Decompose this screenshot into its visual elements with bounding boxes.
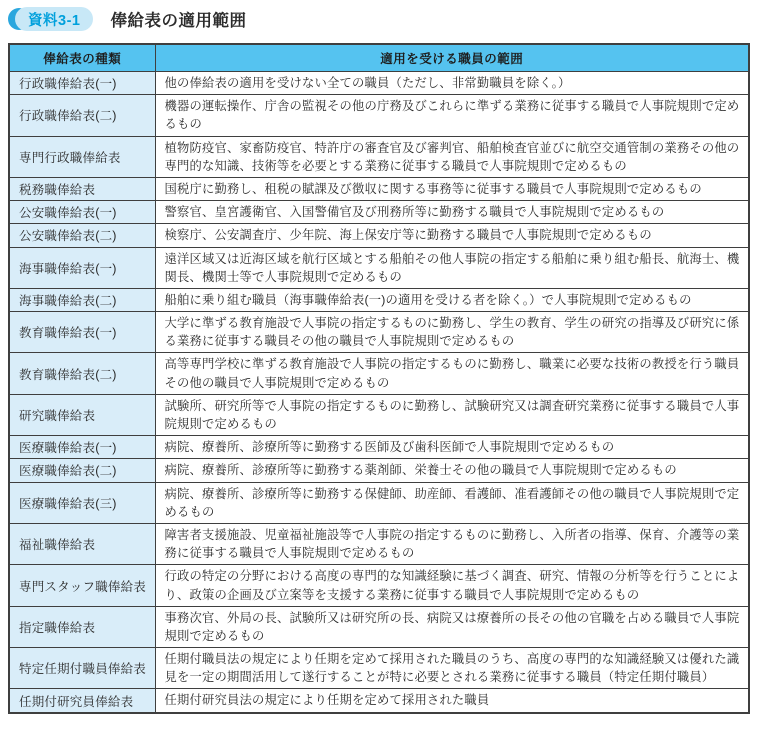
salary-table-type-cell: 専門スタッフ職俸給表	[9, 565, 155, 606]
applicable-scope-cell: 任期付職員法の規定により任期を定めて採用された職員のうち、高度の専門的な知識経験又は優れた識見を一定の期間活用して遂行することが特に必要とされる業務に従事する職員（特定任期付職員）	[155, 648, 749, 689]
salary-table-type-cell: 任期付研究員俸給表	[9, 689, 155, 713]
table-row	[9, 288, 749, 311]
reference-badge-label: 資料3-1	[15, 7, 93, 31]
salary-table-type-cell: 医療職俸給表(三)	[9, 482, 155, 523]
salary-table-type-cell: 特定任期付職員俸給表	[9, 648, 155, 689]
applicable-scope-cell: 試験所、研究所等で人事院の指定するものに勤務し、試験研究又は調査研究業務に従事する職員で人事院規則で定めるもの	[155, 394, 749, 435]
salary-table-type-cell: 研究職俸給表	[9, 394, 155, 435]
table-row	[9, 247, 749, 288]
salary-table-type-cell: 税務職俸給表	[9, 177, 155, 200]
applicable-scope-cell: 遠洋区域又は近海区域を航行区域とする船舶その他人事院の指定する船舶に乗り組む船長、航海士、機関長、機関士等で人事院規則で定めるもの	[155, 247, 749, 288]
table-row	[9, 394, 749, 435]
page-title: 俸給表の適用範囲	[110, 12, 247, 30]
salary-table-type-cell: 海事職俸給表(二)	[9, 288, 155, 311]
salary-application-table	[8, 43, 750, 714]
salary-table-type-cell: 教育職俸給表(二)	[9, 353, 155, 394]
column-header-applicable-scope: 適用を受ける職員の範囲	[155, 44, 749, 72]
applicable-scope-cell: 高等専門学校に準ずる教育施設で人事院の指定するものに勤務し、職業に必要な技術の教授を行う職員その他の職員で人事院規則で定めるもの	[155, 353, 749, 394]
applicable-scope-cell: 国税庁に勤務し、租税の賦課及び徴収に関する事務等に従事する職員で人事院規則で定めるもの	[155, 177, 749, 200]
salary-table-type-cell: 専門行政職俸給表	[9, 136, 155, 177]
table-row	[9, 72, 749, 95]
table-row	[9, 523, 749, 564]
salary-table-type-cell: 海事職俸給表(一)	[9, 247, 155, 288]
table-row	[9, 482, 749, 523]
table-row	[9, 689, 749, 713]
column-header-salary-table-type: 俸給表の種類	[9, 44, 155, 72]
applicable-scope-cell: 病院、療養所、診療所等に勤務する保健師、助産師、看護師、准看護師その他の職員で人事院規則で定めるもの	[155, 482, 749, 523]
reference-badge	[8, 7, 93, 31]
applicable-scope-cell: 病院、療養所、診療所等に勤務する薬剤師、栄養士その他の職員で人事院規則で定めるもの	[155, 459, 749, 482]
applicable-scope-cell: 機器の運転操作、庁舎の監視その他の庁務及びこれらに準ずる業務に従事する職員で人事院規則で定めるもの	[155, 95, 749, 136]
salary-table-type-cell: 医療職俸給表(一)	[9, 436, 155, 459]
salary-table-type-cell: 公安職俸給表(二)	[9, 224, 155, 247]
applicable-scope-cell: 病院、療養所、診療所等に勤務する医師及び歯科医師で人事院規則で定めるもの	[155, 436, 749, 459]
applicable-scope-cell: 警察官、皇宮護衛官、入国警備官及び刑務所等に勤務する職員で人事院規則で定めるもの	[155, 201, 749, 224]
salary-table-type-cell: 福祉職俸給表	[9, 523, 155, 564]
table-row	[9, 95, 749, 136]
salary-table-type-cell: 公安職俸給表(一)	[9, 201, 155, 224]
salary-table-type-cell: 行政職俸給表(二)	[9, 95, 155, 136]
applicable-scope-cell: 事務次官、外局の長、試験所又は研究所の長、病院又は療養所の長その他の官職を占める職員で人事院規則で定めるもの	[155, 606, 749, 647]
applicable-scope-cell: 行政の特定の分野における高度の専門的な知識経験に基づく調査、研究、情報の分析等を行うことにより、政策の企画及び立案等を支援する業務に従事する職員で人事院規則で定めるもの	[155, 565, 749, 606]
applicable-scope-cell: 障害者支援施設、児童福祉施設等で人事院の指定するものに勤務し、入所者の指導、保育、介護等の業務に従事する職員で人事院規則で定めるもの	[155, 523, 749, 564]
salary-table-type-cell: 行政職俸給表(一)	[9, 72, 155, 95]
applicable-scope-cell: 他の俸給表の適用を受けない全ての職員（ただし、非常勤職員を除く。）	[155, 72, 749, 95]
section-heading	[8, 5, 751, 33]
table-row	[9, 436, 749, 459]
table-row	[9, 201, 749, 224]
applicable-scope-cell: 任期付研究員法の規定により任期を定めて採用された職員	[155, 689, 749, 713]
table-body	[9, 72, 749, 713]
table-row	[9, 312, 749, 353]
table-row	[9, 648, 749, 689]
salary-table-type-cell: 教育職俸給表(一)	[9, 312, 155, 353]
applicable-scope-cell: 大学に準ずる教育施設で人事院の指定するものに勤務し、学生の教育、学生の研究の指導及び研究に係る業務に従事する職員その他の職員で人事院規則で定めるもの	[155, 312, 749, 353]
applicable-scope-cell: 検察庁、公安調査庁、少年院、海上保安庁等に勤務する職員で人事院規則で定めるもの	[155, 224, 749, 247]
table-row	[9, 606, 749, 647]
table-row	[9, 353, 749, 394]
applicable-scope-cell: 船舶に乗り組む職員（海事職俸給表(一)の適用を受ける者を除く。）で人事院規則で定めるもの	[155, 288, 749, 311]
applicable-scope-cell: 植物防疫官、家畜防疫官、特許庁の審査官及び審判官、船舶検査官並びに航空交通管制の業務その他の専門的な知識、技術等を必要とする業務に従事する職員で人事院規則で定めるもの	[155, 136, 749, 177]
table-row	[9, 565, 749, 606]
table-header-row	[9, 44, 749, 72]
table-row	[9, 136, 749, 177]
salary-table-type-cell: 医療職俸給表(二)	[9, 459, 155, 482]
table-row	[9, 224, 749, 247]
table-row	[9, 459, 749, 482]
table-row	[9, 177, 749, 200]
salary-table-type-cell: 指定職俸給表	[9, 606, 155, 647]
